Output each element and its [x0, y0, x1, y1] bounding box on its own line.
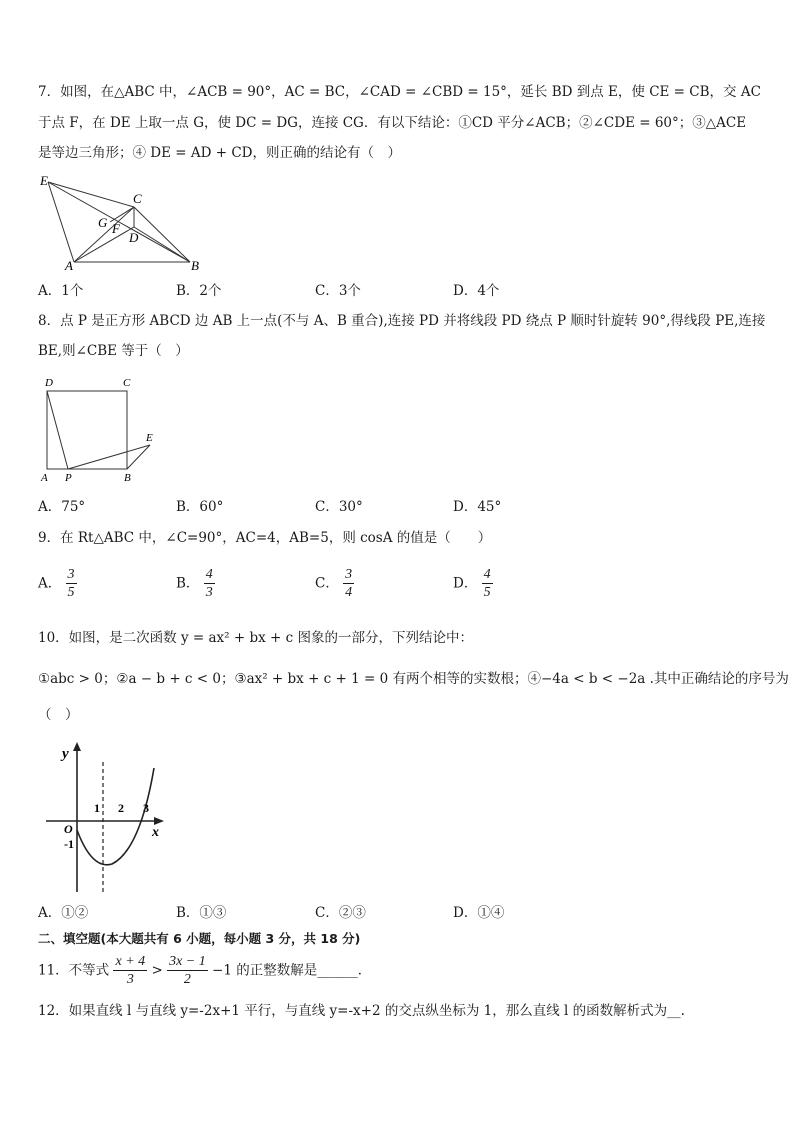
- q10-label-x: x: [152, 825, 159, 840]
- q10-label-origin: O: [64, 822, 73, 836]
- q12-line-1: 12．如果直线 l 与直线 y=-2x+1 平行，与直线 y=-x+2 的交点纵坐标为 1，那么直线 l 的函数解析式为__.: [38, 1003, 685, 1019]
- q7-figure: [38, 172, 218, 272]
- q8-label-p: P: [65, 472, 72, 484]
- section-2-heading: 二、填空题(本大题共有 6 小题，每小题 3 分，共 18 分): [38, 931, 361, 946]
- q9-option-c[interactable]: [315, 566, 354, 601]
- q9-option-d-den: 5: [483, 585, 491, 600]
- q10-line-3: （ ）: [38, 707, 79, 723]
- q10-line-2: ①abc > 0；②a − b + c < 0；③ax² + bx + c + 1 = 0 有两个相等的实数根；④−4a < b < −2a .其中正确结论的序号为: [38, 671, 789, 687]
- q11-gt: >: [151, 962, 163, 979]
- q10-label-2: 2: [118, 801, 124, 815]
- q11-fraction-2: [167, 953, 208, 988]
- q9-option-c-label: C．: [315, 575, 339, 592]
- q11-line: [38, 950, 371, 991]
- q7-label-e: E: [40, 173, 48, 188]
- q9-option-a-fraction: [66, 566, 77, 601]
- q7-option-b[interactable]: B．2个: [176, 283, 222, 299]
- q11-fraction-1: [113, 953, 147, 988]
- q9-option-b-den: 3: [205, 585, 213, 600]
- q11-prefix: 11．不等式: [38, 962, 110, 979]
- q9-option-d[interactable]: [453, 566, 493, 601]
- q7-option-a[interactable]: A．1个: [38, 283, 84, 299]
- q7-option-c[interactable]: C．3个: [315, 283, 361, 299]
- q10-option-b[interactable]: B．①③: [176, 905, 227, 921]
- q11-fraction-1-num: x + 4: [115, 954, 146, 969]
- q11-suffix: −1 的正整数解是______．: [212, 962, 372, 979]
- q8-line-1: 8．点 P 是正方形 ABCD 边 AB 上一点(不与 A、B 重合),连接 PD 并将线段 PD 绕点 P 顺时针旋转 90°,得线段 PE,连接: [38, 313, 766, 329]
- q9-option-b-fraction: [204, 566, 215, 601]
- q7-label-a: A: [65, 258, 73, 272]
- q9-option-c-fraction: [343, 566, 354, 601]
- q8-option-b[interactable]: B．60°: [176, 499, 224, 515]
- q7-label-c: C: [133, 191, 142, 206]
- q8-option-c[interactable]: C．30°: [315, 499, 363, 515]
- q7-line-3: 是等边三角形；④ DE = AD + CD，则正确的结论有（ ）: [38, 145, 401, 161]
- q9-option-c-den: 4: [345, 585, 353, 600]
- q8-label-d: D: [45, 377, 53, 389]
- q9-line-1: 9．在 Rt△ABC 中，∠C=90°，AC=4，AB=5，则 cosA 的值是（ ）: [38, 530, 492, 546]
- q8-label-e: E: [146, 432, 153, 444]
- q9-option-a[interactable]: [38, 566, 77, 601]
- q11-fraction-2-den: 2: [183, 972, 191, 987]
- q11-fraction-1-den: 3: [126, 972, 134, 987]
- q9-option-a-label: A．: [38, 575, 62, 592]
- q9-option-b[interactable]: [176, 566, 215, 601]
- q9-option-b-label: B．: [176, 575, 200, 592]
- q7-label-d: D: [129, 230, 139, 245]
- q9-option-c-num: 3: [345, 567, 353, 582]
- q10-figure: [40, 740, 170, 898]
- q9-option-a-num: 3: [67, 567, 75, 582]
- q11-fraction-2-num: 3x − 1: [169, 954, 206, 969]
- y-axis-arrow-icon: [73, 742, 81, 751]
- q9-option-d-num: 4: [483, 567, 491, 582]
- q10-line-1: 10．如图，是二次函数 y = ax² + bx + c 图象的一部分，下列结论中：: [38, 630, 473, 646]
- q8-label-c: C: [123, 377, 131, 389]
- q8-option-d[interactable]: D．45°: [453, 499, 502, 515]
- q8-label-a: A: [41, 472, 48, 484]
- q9-option-a-den: 5: [67, 585, 75, 600]
- parabola-curve: [77, 768, 154, 865]
- q7-label-b: B: [191, 258, 199, 272]
- q8-label-b: B: [124, 472, 131, 484]
- q10-label-y: y: [62, 746, 69, 762]
- q7-line-2: 于点 F，在 DE 上取一点 G，使 DC = DG，连接 CG．有以下结论：①CD 平分∠ACB；②∠CDE = 60°；③△ACE: [38, 115, 747, 131]
- q7-line-1: 7．如图，在△ABC 中，∠ACB = 90°，AC = BC，∠CAD = ∠CBD = 15°，延长 BD 到点 E，使 CE = CB，交 AC: [38, 84, 761, 100]
- q9-option-b-num: 4: [205, 567, 213, 582]
- x-axis-arrow-icon: [154, 817, 164, 825]
- q10-option-a[interactable]: A．①②: [38, 905, 89, 921]
- q10-label-3: 3: [143, 801, 149, 815]
- q8-figure: [38, 373, 168, 488]
- q8-option-a[interactable]: A．75°: [38, 499, 86, 515]
- q10-label-1: 1: [94, 801, 100, 815]
- q7-option-d[interactable]: D．4个: [453, 283, 500, 299]
- q9-option-d-label: D．: [453, 575, 478, 592]
- q10-option-c[interactable]: C．②③: [315, 905, 366, 921]
- q7-label-g: G: [98, 215, 108, 230]
- q9-option-d-fraction: [482, 566, 493, 601]
- q8-line-2: BE,则∠CBE 等于（ ）: [38, 343, 189, 359]
- q10-label-neg1: -1: [64, 837, 74, 851]
- q7-label-f: F: [112, 221, 120, 236]
- q10-option-d[interactable]: D．①④: [453, 905, 505, 921]
